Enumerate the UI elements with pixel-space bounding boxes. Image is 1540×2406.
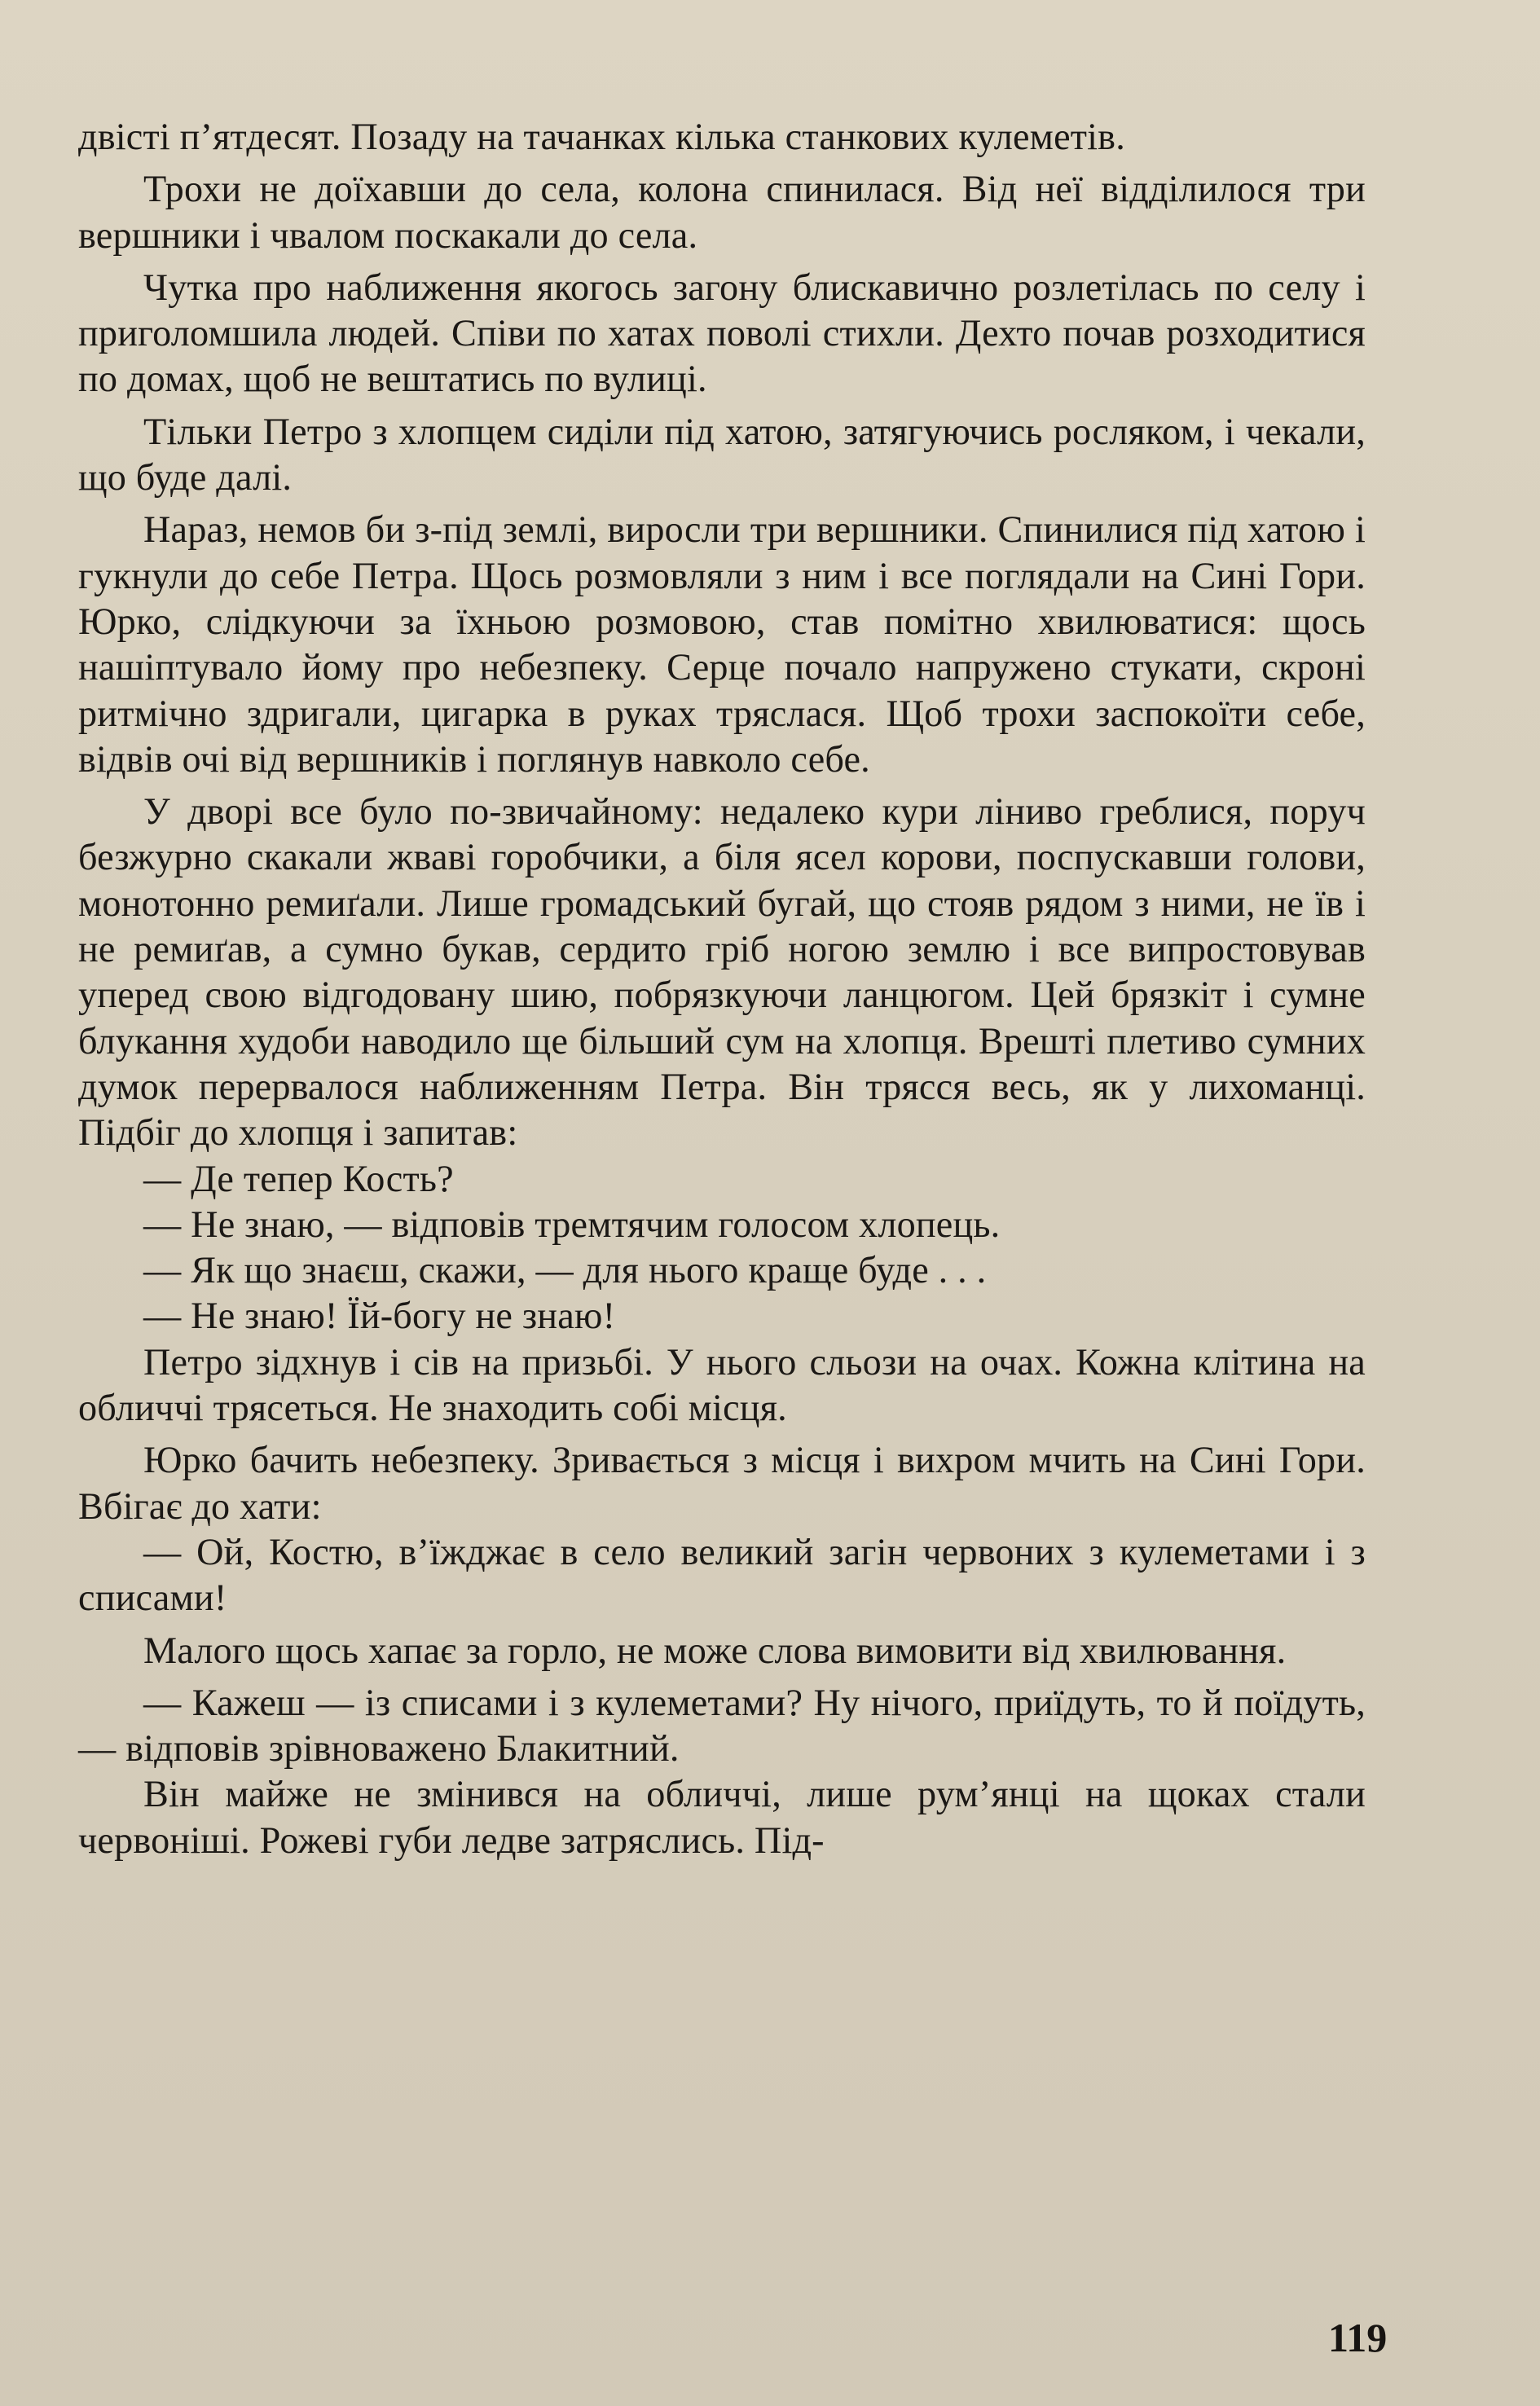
paragraph-10: Він майже не змінився на обличчі, лише рум’янці на щоках стали червоніші. Рожеві губи ледве затряслись. Під-: [78, 1773, 1366, 1861]
dialogue-line-6: — Кажеш — із списами і з кулеметами? Ну нічого, приїдуть, то й поїдуть, — відповів зрівноважено Блакитний.: [78, 1681, 1366, 1770]
paragraph-5: Нараз, немов би з-під землі, виросли три вершники. Спинилися під хатою і гукнули до себе Петра. Щось розмовляли з ним і все поглядали на Сині Гори. Юрко, слідкуючи за їхньою розмовою, став помітно хвилюватися: щось нашіптувало йому про небезпеку. Серце почало напружено стукати, скроні ритмічно здригали, цигарка в руках тряслася. Щоб трохи заспокоїти себе, відвів очі від вершників і поглянув навколо себе.: [78, 508, 1366, 780]
paragraph-7: Петро зідхнув і сів на призьбі. У нього сльози на очах. Кожна клітина на обличчі трясеться. Не знаходить собі місця.: [78, 1340, 1366, 1429]
paragraph-9: Малого щось хапає за горло, не може слова вимовити від хвилювання.: [143, 1629, 1287, 1671]
paragraph-3: Чутка про наближення якогось загону блискавично розлетілась по селу і приголомшила людей. Співи по хатах поволі стихли. Дехто почав розходитися по домах, щоб не вештатись по вулиці.: [78, 266, 1366, 400]
paragraph-6: У дворі все було по-звичайному: недалеко кури ліниво греблися, поруч безжурно скакали жваві горобчики, а біля ясел корови, поспускавши голови, монотонно ремиґали. Лише громадський бугай, що стояв рядом з ними, не їв і не ремиґав, а сумно букав, сердито гріб ногою землю і все випростовував уперед свою відгодовану шию, побрязкуючи ланцюгом. Цей брязкіт і сумне блукання худоби наводило ще більший сум на хлопця. Врешті плетиво сумних думок перервалося наближенням Петра. Він трясся весь, як у лихоманці. Підбіг до хлопця і запитав:: [78, 790, 1366, 1154]
dialogue-line-2: — Не знаю, — відповів тремтячим голосом хлопець.: [143, 1203, 1001, 1245]
paragraph-8: Юрко бачить небезпеку. Зривається з місця і вихром мчить на Сині Гори. Вбігає до хати:: [78, 1439, 1366, 1527]
paragraph-2: Трохи не доїхавши до села, колона спинилася. Від неї відділилося три вершники і чвалом поскакали до села.: [78, 168, 1366, 256]
page-number: 119: [1328, 2315, 1388, 2360]
paragraph-1: двісті п’ятдесят. Позаду на тачанках кілька станкових кулеметів.: [78, 116, 1125, 157]
paragraph-4: Тільки Петро з хлопцем сиділи під хатою, затягуючись росляком, і чекали, що буде далі.: [78, 410, 1366, 499]
dialogue-line-5: — Ой, Костю, в’їжджає в село великий загін червоних з кулеметами і з списами!: [78, 1530, 1366, 1619]
page-text: [78, 114, 1366, 1863]
dialogue-line-3: — Як що знаєш, скажи, — для нього краще буде . . .: [143, 1249, 987, 1291]
dialogue-line-1: — Де тепер Кость?: [143, 1157, 454, 1199]
dialogue-line-4: — Не знаю! Їй-богу не знаю!: [143, 1295, 616, 1337]
